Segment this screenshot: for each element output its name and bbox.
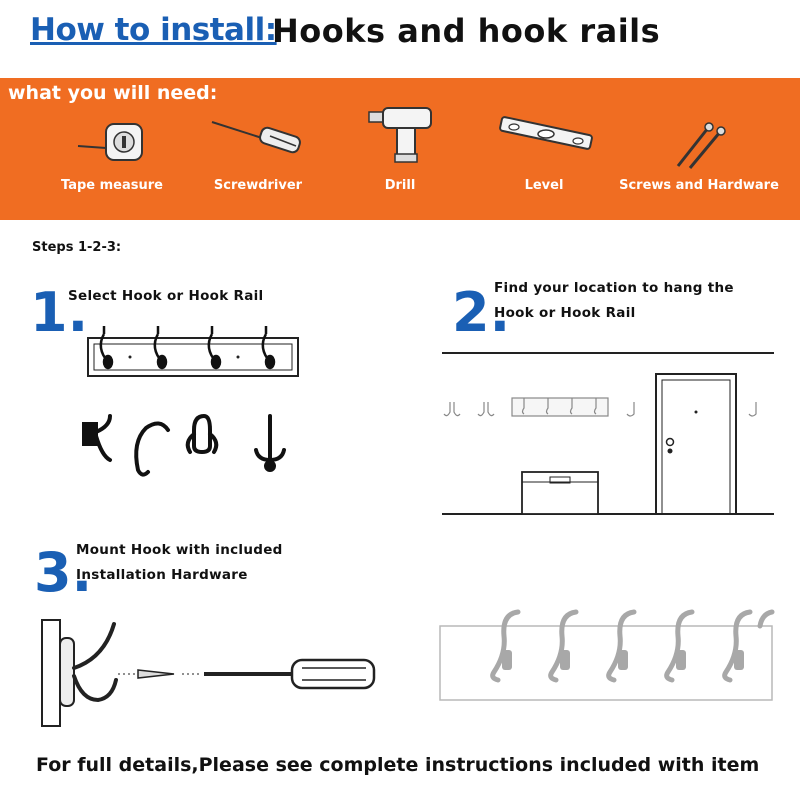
step-2-number: 2. xyxy=(452,281,511,344)
tape-measure-icon xyxy=(76,118,156,168)
level-icon xyxy=(496,116,596,160)
tool-label-level: Level xyxy=(524,178,564,193)
tool-label-screwdriver: Screwdriver xyxy=(213,178,303,193)
step-3-text-line-1: Mount Hook with included xyxy=(76,542,283,558)
product-title: Hooks and hook rails xyxy=(272,12,661,50)
mounting-illustration xyxy=(40,618,380,728)
steps-heading: Steps 1-2-3: xyxy=(32,240,122,255)
drill-icon xyxy=(363,106,437,166)
single-hooks-illustration xyxy=(80,410,300,490)
footer-note: For full details,Please see complete instructions included with item xyxy=(36,754,760,776)
tools-banner-heading: what you will need: xyxy=(8,82,218,104)
hook-rail-illustration xyxy=(86,322,306,382)
step-2-text-line-2: Hook or Hook Rail xyxy=(494,305,636,321)
step-1-number: 1. xyxy=(30,281,89,344)
step-2-text-line-1: Find your location to hang the xyxy=(494,280,734,296)
step-1-text: Select Hook or Hook Rail xyxy=(68,288,264,304)
screwdriver-icon xyxy=(210,118,306,158)
how-to-install-heading: How to install: xyxy=(30,12,277,48)
screws-icon xyxy=(670,122,726,172)
step-3-number: 3. xyxy=(34,541,93,604)
wall-location-illustration xyxy=(440,350,776,520)
tool-label-drill: Drill xyxy=(384,178,416,193)
product-hook-rail-photo xyxy=(436,600,776,710)
tool-label-tape-measure: Tape measure xyxy=(61,178,163,193)
step-3-text-line-2: Installation Hardware xyxy=(76,567,248,583)
tool-label-screws: Screws and Hardware xyxy=(619,178,779,193)
